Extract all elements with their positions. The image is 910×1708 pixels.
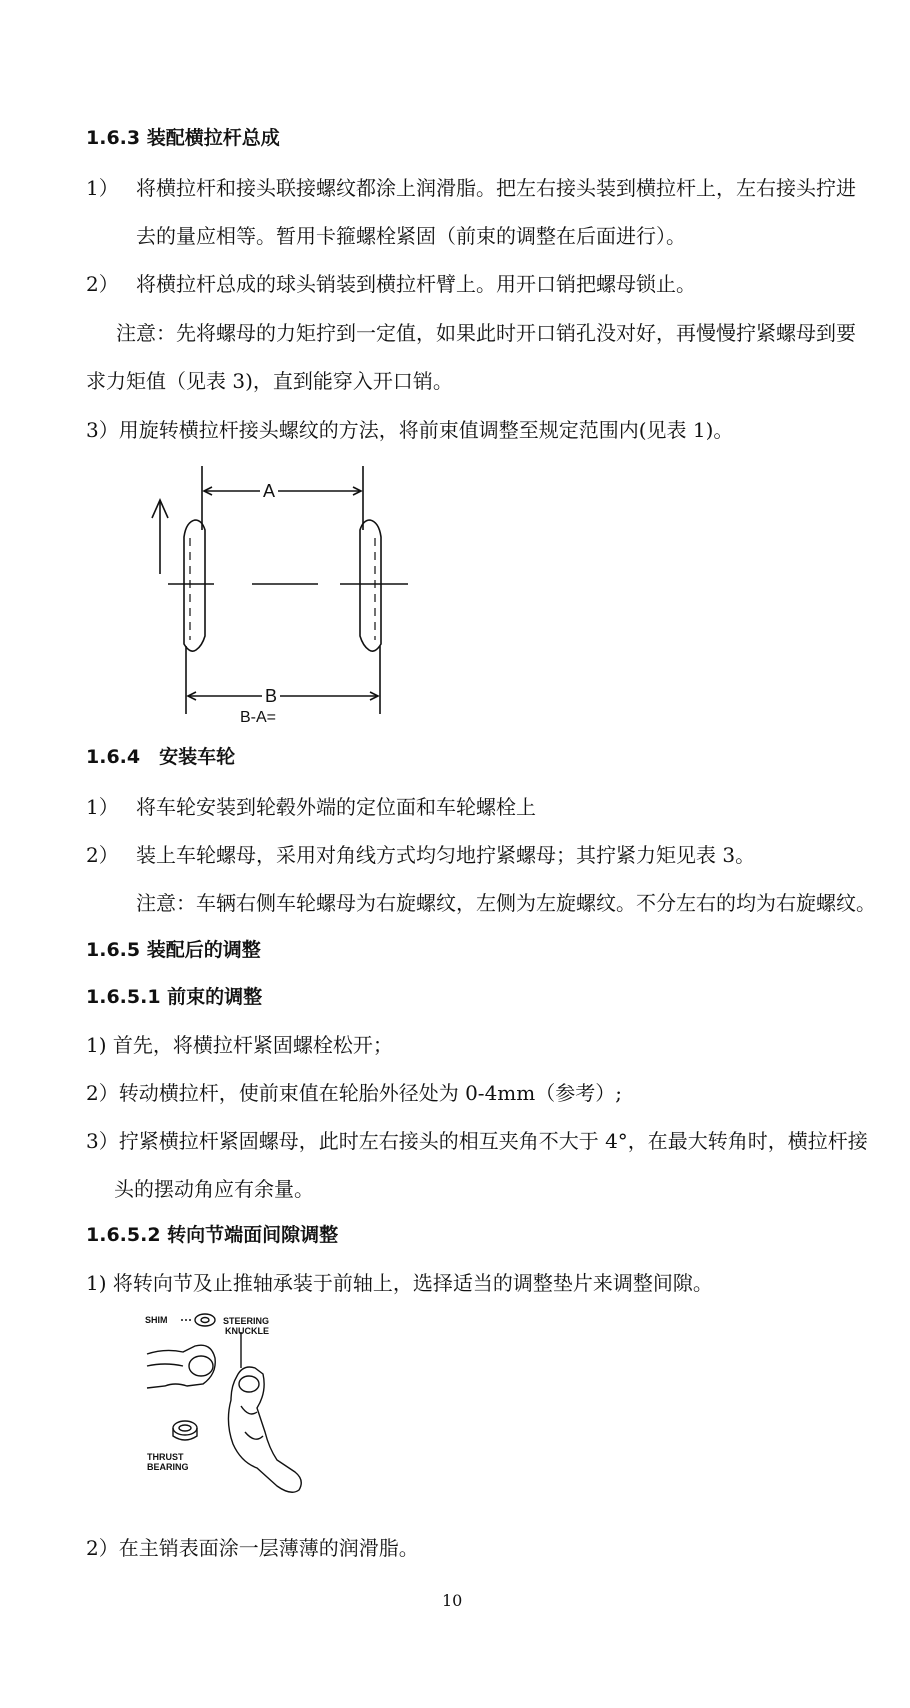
list-text: 装上车轮螺母，采用对角线方式均匀地拧紧螺母；其拧紧力矩见表 3。	[136, 843, 756, 867]
list-item-1	[86, 795, 536, 819]
list-item-1: 1) 将转向节及止推轴承装于前轴上，选择适当的调整垫片来调整间隙。	[86, 1271, 713, 1295]
thrust-label: THRUST	[147, 1452, 184, 1462]
list-text: 将横拉杆总成的球头销装到横拉杆臂上。用开口销把螺母锁止。	[136, 272, 696, 296]
list-item-3-continued: 头的摆动角应有余量。	[114, 1177, 314, 1201]
page-number: 10	[442, 1591, 463, 1610]
left-wheel	[184, 520, 205, 651]
shim-part	[195, 1314, 215, 1326]
section-heading-1-6-5: 1.6.5 装配后的调整	[86, 939, 261, 961]
list-number: 1）	[86, 176, 119, 200]
right-wheel	[360, 520, 381, 651]
subsection-heading-1-6-5-2: 1.6.5.2 转向节端面间隙调整	[86, 1224, 339, 1246]
list-number: 2）	[86, 843, 119, 867]
dimension-label-b: B	[264, 686, 278, 706]
list-item-1	[86, 176, 856, 200]
list-item-2	[86, 843, 755, 867]
list-item-1: 1) 首先，将横拉杆紧固螺栓松开；	[86, 1033, 393, 1057]
subsection-heading-1-6-5-1: 1.6.5.1 前束的调整	[86, 986, 263, 1008]
steering-knuckle-diagram	[145, 1312, 325, 1502]
list-item-1-continued: 去的量应相等。暂用卡箍螺栓紧固（前束的调整在后面进行）。	[136, 224, 686, 248]
bearing-label: BEARING	[147, 1462, 189, 1472]
front-axle-part	[147, 1345, 215, 1388]
list-item-3: 3）用旋转横拉杆接头螺纹的方法，将前束值调整至规定范围内(见表 1)。	[86, 418, 734, 442]
list-text: 将车轮安装到轮毂外端的定位面和车轮螺栓上	[136, 795, 536, 819]
list-item-3: 3）拧紧横拉杆紧固螺母，此时左右接头的相互夹角不大于 4°，在最大转角时，横拉杆接	[86, 1129, 868, 1153]
toe-in-diagram	[150, 464, 410, 726]
note-paragraph-continued: 求力矩值（见表 3)，直到能穿入开口销。	[86, 369, 453, 393]
dimension-label-a: A	[262, 481, 276, 501]
thrust-bearing-part	[173, 1421, 197, 1435]
shim-label: SHIM	[145, 1315, 168, 1325]
section-heading-1-6-4: 1.6.4 安装车轮	[86, 746, 236, 768]
knuckle-label: KNUCKLE	[225, 1326, 269, 1336]
list-number: 1）	[86, 795, 119, 819]
note-paragraph: 注意：车辆右侧车轮螺母为右旋螺纹，左侧为左旋螺纹。不分左右的均为右旋螺纹。	[136, 891, 876, 915]
list-item-2	[86, 272, 696, 296]
list-item-2: 2）转动横拉杆，使前束值在轮胎外径处为 0-4mm（参考）;	[86, 1081, 622, 1105]
list-number: 2）	[86, 272, 119, 296]
steering-label: STEERING	[223, 1316, 270, 1326]
toe-formula: B-A=	[239, 709, 277, 726]
section-heading-1-6-3: 1.6.3 装配横拉杆总成	[86, 127, 280, 149]
list-text: 将横拉杆和接头联接螺纹都涂上润滑脂。把左右接头装到横拉杆上，左右接头拧进	[136, 176, 856, 200]
list-item-2: 2）在主销表面涂一层薄薄的润滑脂。	[86, 1536, 419, 1560]
note-paragraph: 注意：先将螺母的力矩拧到一定值，如果此时开口销孔没对好，再慢慢拧紧螺母到要	[116, 321, 856, 345]
